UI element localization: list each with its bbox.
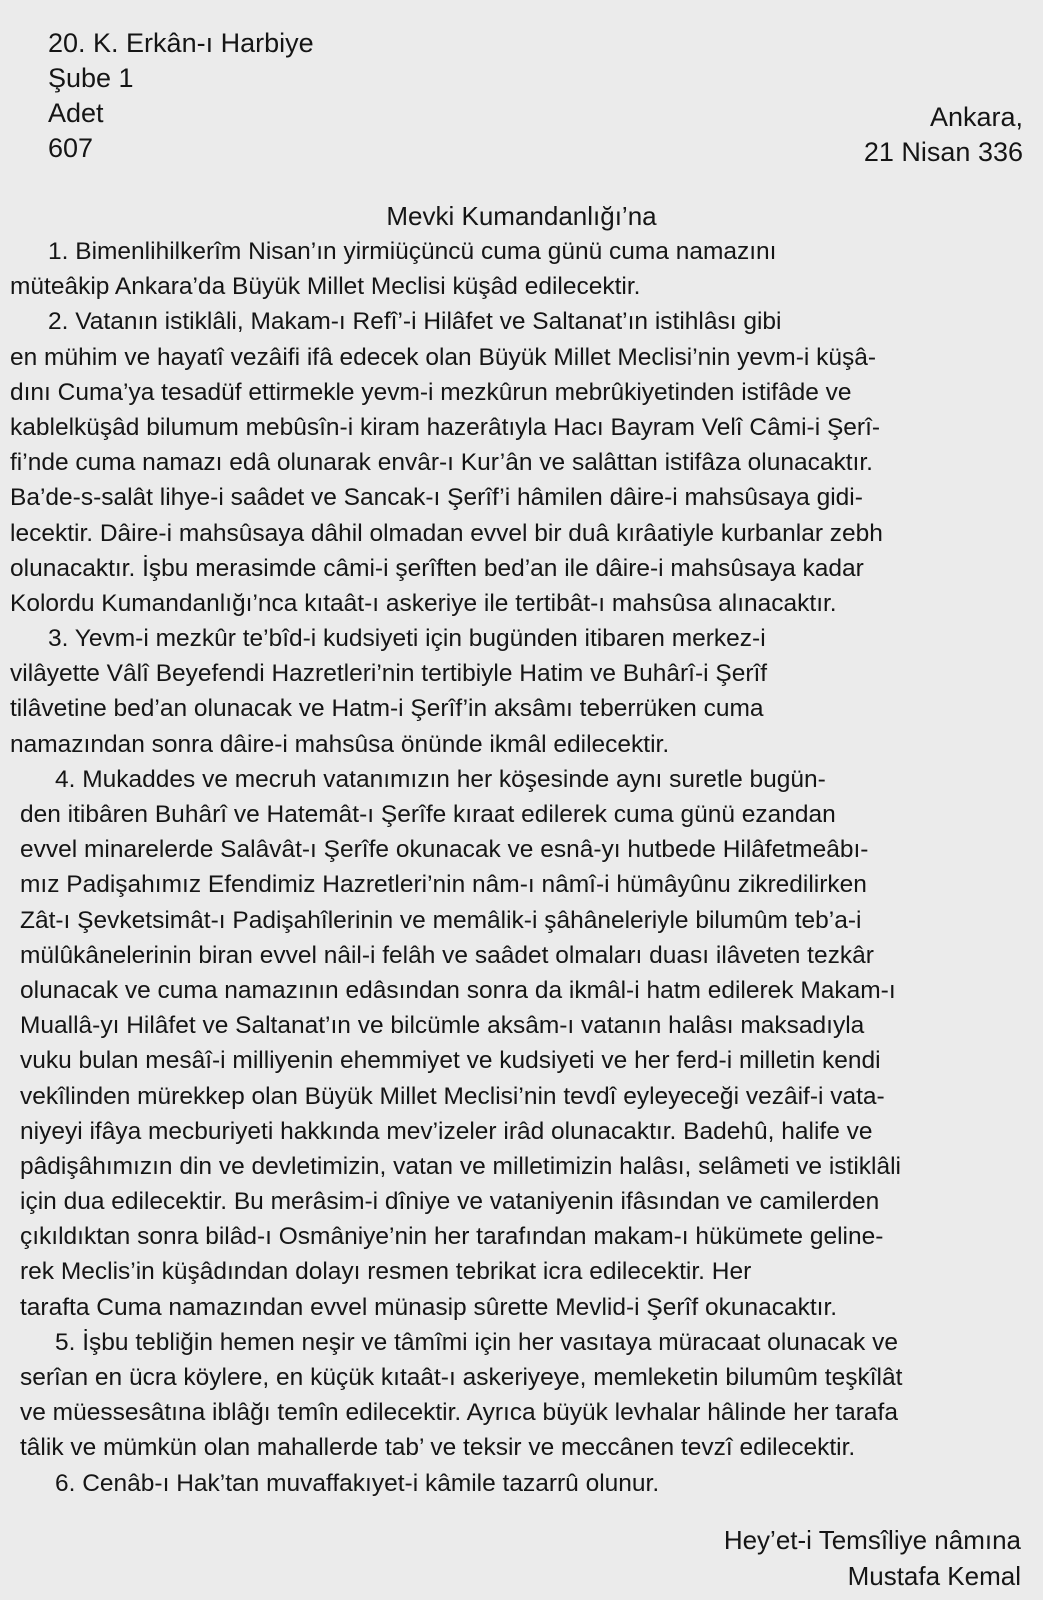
paragraph-2-line: en mühim ve hayatî vezâifi ifâ edecek olan Büyük Millet Meclisi’nin yevm-i küşâ- xyxy=(10,343,877,371)
paragraph-5-line: 5. İşbu tebliğin hemen neşir ve tâmîmi için her vasıtaya müracaat olunacak ve xyxy=(55,1328,898,1356)
letter-body xyxy=(10,234,1030,1501)
paragraph-4-line: pâdişâhımızın din ve devletimizin, vatan ve milletimizin halâsı, selâmeti ve istiklâli xyxy=(20,1152,901,1180)
paragraph-2-line: Kolordu Kumandanlığı’nca kıtaât-ı askeriye ile tertibât-ı mahsûsa alınacaktır. xyxy=(10,589,837,617)
paragraph-4-line: vekîlinden mürekkep olan Büyük Millet Meclisi’nin tevdî eyleyeceği vezâif-i vata- xyxy=(20,1082,885,1110)
reference-block xyxy=(48,26,314,166)
paragraph-4-line: evvel minarelerde Salâvât-ı Şerîfe okunacak ve esnâ-yı hutbede Hilâfetmeâbı- xyxy=(20,836,869,864)
paragraph-2-line: olunacaktır. İşbu merasimde câmi-i şerîften bed’an ile dâire-i mahsûsaya kadar xyxy=(10,554,864,582)
paragraph-4-line: niyeyi ifâya mecburiyeti hakkında mev’izeler irâd olunacaktır. Badehû, halife ve xyxy=(20,1117,873,1145)
paragraph-3-line: 3. Yevm-i mezkûr te’bîd-i kudsiyeti için bugünden itibaren merkez-i xyxy=(48,625,766,653)
reference-line: Şube 1 xyxy=(48,63,134,93)
place: Ankara, xyxy=(929,102,1023,132)
paragraph-1-line: müteâkip Ankara’da Büyük Millet Meclisi küşâd edilecektir. xyxy=(10,273,641,301)
paragraph-4-line: tarafta Cuma namazından evvel münasip sûrette Mevlid-i Şerîf okunacaktır. xyxy=(20,1293,838,1321)
paragraph-2-line: lecektir. Dâire-i mahsûsaya dâhil olmadan evvel bir duâ kırâatiyle kurbanlar zebh xyxy=(10,519,883,547)
paragraph-2-line: Ba’de-s-salât lihye-i saâdet ve Sancak-ı Şerîf’i hâmilen dâire-i mahsûsaya gidi- xyxy=(10,484,863,512)
paragraph-3-line: namazından sonra dâire-i mahsûsa önünde ikmâl edilecektir. xyxy=(10,730,670,758)
reference-line: 607 xyxy=(48,133,94,163)
reference-line: 20. K. Erkân-ı Harbiye xyxy=(48,28,314,58)
place-date-block xyxy=(864,100,1023,170)
paragraph-4-line: çıkıldıktan sonra bilâd-ı Osmâniye’nin her tarafından makam-ı hükümete geline- xyxy=(20,1223,884,1251)
paragraph-4-line: rek Meclis’in küşâdından dolayı resmen tebrikat icra edilecektir. Her xyxy=(20,1258,752,1286)
paragraph-6-line: 6. Cenâb-ı Hak’tan muvaffakıyet-i kâmile tazarrû olunur. xyxy=(55,1469,660,1497)
paragraph-4-line: olunacak ve cuma namazının edâsından sonra da ikmâl-i hatm edilerek Makam-ı xyxy=(20,976,896,1004)
recipient-heading: Mevki Kumandanlığı’na xyxy=(386,201,657,231)
date: 21 Nisan 336 xyxy=(863,137,1023,167)
signature-block xyxy=(724,1522,1021,1594)
paragraph-4-line: 4. Mukaddes ve mecruh vatanımızın her köşesinde aynı suretle bugün- xyxy=(55,765,826,793)
paragraph-4-line: mız Padişahımız Efendimiz Hazretleri’nin nâm-ı nâmî-i hümâyûnu zikredilirken xyxy=(20,871,867,899)
paragraph-3-line: tilâvetine bed’an olunacak ve Hatm-i Şerîf’in aksâmı teberrüken cuma xyxy=(10,695,764,723)
paragraph-4-line: için dua edilecektir. Bu merâsim-i dîniye ve vataniyenin ifâsından ve camilerden xyxy=(20,1188,880,1216)
reference-line: Adet xyxy=(48,98,104,128)
paragraph-4-line: Muallâ-yı Hilâfet ve Saltanat’ın ve bilcümle aksâm-ı vatanın halâsı maksadıyla xyxy=(20,1012,865,1040)
paragraph-5-line: tâlik ve mümkün olan mahallerde tab’ ve teksir ve meccânen tevzî edilecektir. xyxy=(20,1434,856,1462)
paragraph-2-line: kablelküşâd bilumum mebûsîn-i kiram hazerâtıyla Hacı Bayram Velî Câmi-i Şerî- xyxy=(10,413,881,441)
paragraph-4-line: mülûkânelerinin biran evvel nâil-i felâh ve saâdet olmaları duası ilâveten tezkâr xyxy=(20,941,874,969)
signature-name: Mustafa Kemal xyxy=(847,1561,1021,1591)
paragraph-2-line: dını Cuma’ya tesadüf ettirmekle yevm-i mezkûrun mebrûkiyetinden istifâde ve xyxy=(10,378,852,406)
paragraph-5-line: serîan en ücra köylere, en küçük kıtaât-ı askeriyeye, memleketin bilumûm teşkîlât xyxy=(20,1364,903,1391)
signature-title: Hey’et-i Temsîliye nâmına xyxy=(723,1525,1021,1555)
paragraph-2-line: fi’nde cuma namazı edâ olunarak envâr-ı Kur’ân ve salâttan istifâza olunacaktır. xyxy=(10,449,873,477)
paragraph-4-line: Zât-ı Şevketsimât-ı Padişahîlerinin ve memâlik-i şâhâneleriyle bilumûm teb’a-i xyxy=(20,906,862,934)
paragraph-5-line: ve müessesâtına iblâğı temîn edilecektir. Ayrıca büyük levhalar hâlinde her tarafa xyxy=(20,1399,898,1427)
paragraph-4-line: vuku bulan mesâî-i milliyenin ehemmiyet ve kudsiyeti ve her ferd-i milletin kendi xyxy=(20,1047,881,1075)
paragraph-1-line: 1. Bimenlihilkerîm Nisan’ın yirmiüçüncü cuma günü cuma namazını xyxy=(48,238,777,265)
paragraph-2-line: 2. Vatanın istiklâli, Makam-ı Refî’-i Hilâfet ve Saltanat’ın istihlâsı gibi xyxy=(48,308,782,336)
paragraph-3-line: vilâyette Vâlî Beyefendi Hazretleri’nin tertibiyle Hatim ve Buhârî-i Şerîf xyxy=(10,660,768,688)
paragraph-4-line: den itibâren Buhârî ve Hatemât-ı Şerîfe kıraat edilerek cuma günü ezandan xyxy=(20,801,836,828)
